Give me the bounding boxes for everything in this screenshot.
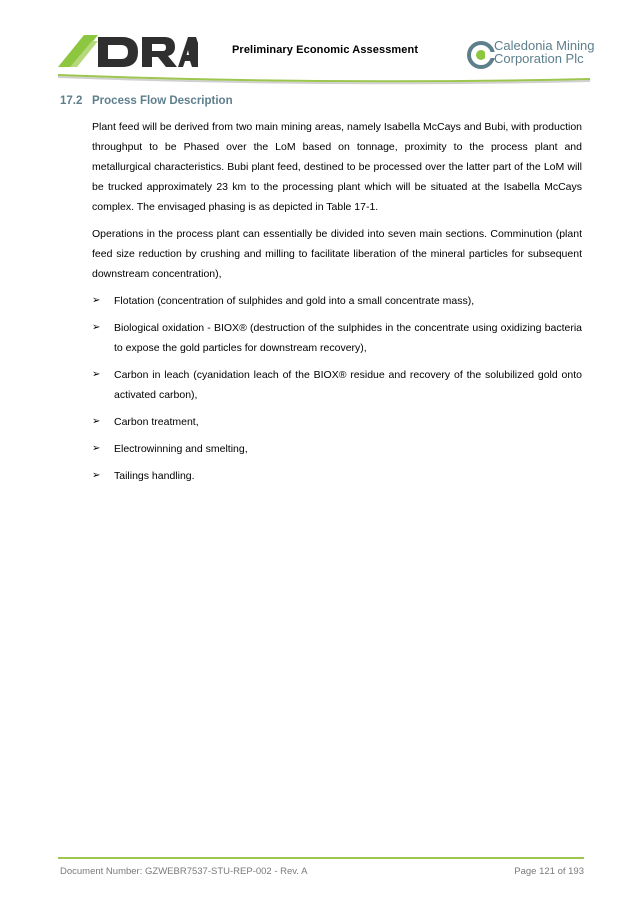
- list-item: [92, 291, 582, 311]
- dra-logo-letter-d: [98, 37, 138, 67]
- list-item: [92, 466, 582, 486]
- list-item-text: Carbon treatment,: [114, 416, 199, 428]
- dra-logo: [58, 33, 198, 71]
- list-item: [92, 439, 582, 459]
- arrow-bullet-icon: ➢: [92, 416, 101, 427]
- section-number: 17.2: [60, 95, 83, 107]
- section-heading: [60, 95, 233, 107]
- list-item-text: Biological oxidation - BIOX® (destruction of the sulphides in the concentrate using oxidizing bacteria to expose the gold particles for downstream recovery),: [114, 322, 582, 354]
- page-number: Page 121 of 193: [514, 866, 584, 877]
- list-item-text: Flotation (concentration of sulphides and gold into a small concentrate mass),: [114, 295, 475, 307]
- arrow-bullet-icon: ➢: [92, 295, 101, 306]
- list-item-text: Carbon in leach (cyanidation leach of the BIOX® residue and recovery of the solubilized gold onto activated carbon),: [114, 369, 582, 401]
- section-body: [92, 117, 582, 493]
- dra-logo-letter-r: [142, 37, 177, 67]
- caledonia-logo-text: [494, 40, 594, 65]
- paragraph: Operations in the process plant can essentially be divided into seven main sections. Comminution (plant feed size reduction by crushing and milling to facilitate liberation of the mineral particles for subsequent downstream concentration),: [92, 228, 582, 280]
- dra-logo-letter-a: [178, 37, 198, 67]
- section-title: Process Flow Description: [92, 95, 233, 107]
- arrow-bullet-icon: ➢: [92, 443, 101, 454]
- document-number: Document Number: GZWEBR7537-STU-REP-002 - Rev. A: [60, 866, 308, 877]
- page-header: [0, 0, 644, 92]
- paragraph: Plant feed will be derived from two main mining areas, namely Isabella McCays and Bubi, with production throughput to be Phased over the LoM based on tonnage, proximity to the process plant and metallurgical characteristics. Bubi plant feed, destined to be processed over the latter part of the LoM will be trucked approximately 23 km to the processing plant which will be situated at the Isabella McCays complex. The envisaged phasing is as depicted in Table 17-1.: [92, 121, 582, 213]
- list-item-text: Electrowinning and smelting,: [114, 443, 248, 455]
- arrow-bullet-icon: ➢: [92, 322, 101, 333]
- list-item: [92, 318, 582, 358]
- header-divider: [58, 74, 590, 86]
- list-item: [92, 365, 582, 405]
- caledonia-logo-line2: Corporation Plc: [494, 50, 584, 66]
- list-item: [92, 412, 582, 432]
- header-title: Preliminary Economic Assessment: [232, 44, 419, 56]
- list-item-text: Tailings handling.: [114, 470, 195, 482]
- footer-divider: [58, 857, 584, 859]
- arrow-bullet-icon: ➢: [92, 470, 101, 481]
- caledonia-logo-line1: Caledonia Mining: [494, 38, 595, 53]
- arrow-bullet-icon: ➢: [92, 369, 101, 380]
- process-sections-list: [92, 291, 582, 486]
